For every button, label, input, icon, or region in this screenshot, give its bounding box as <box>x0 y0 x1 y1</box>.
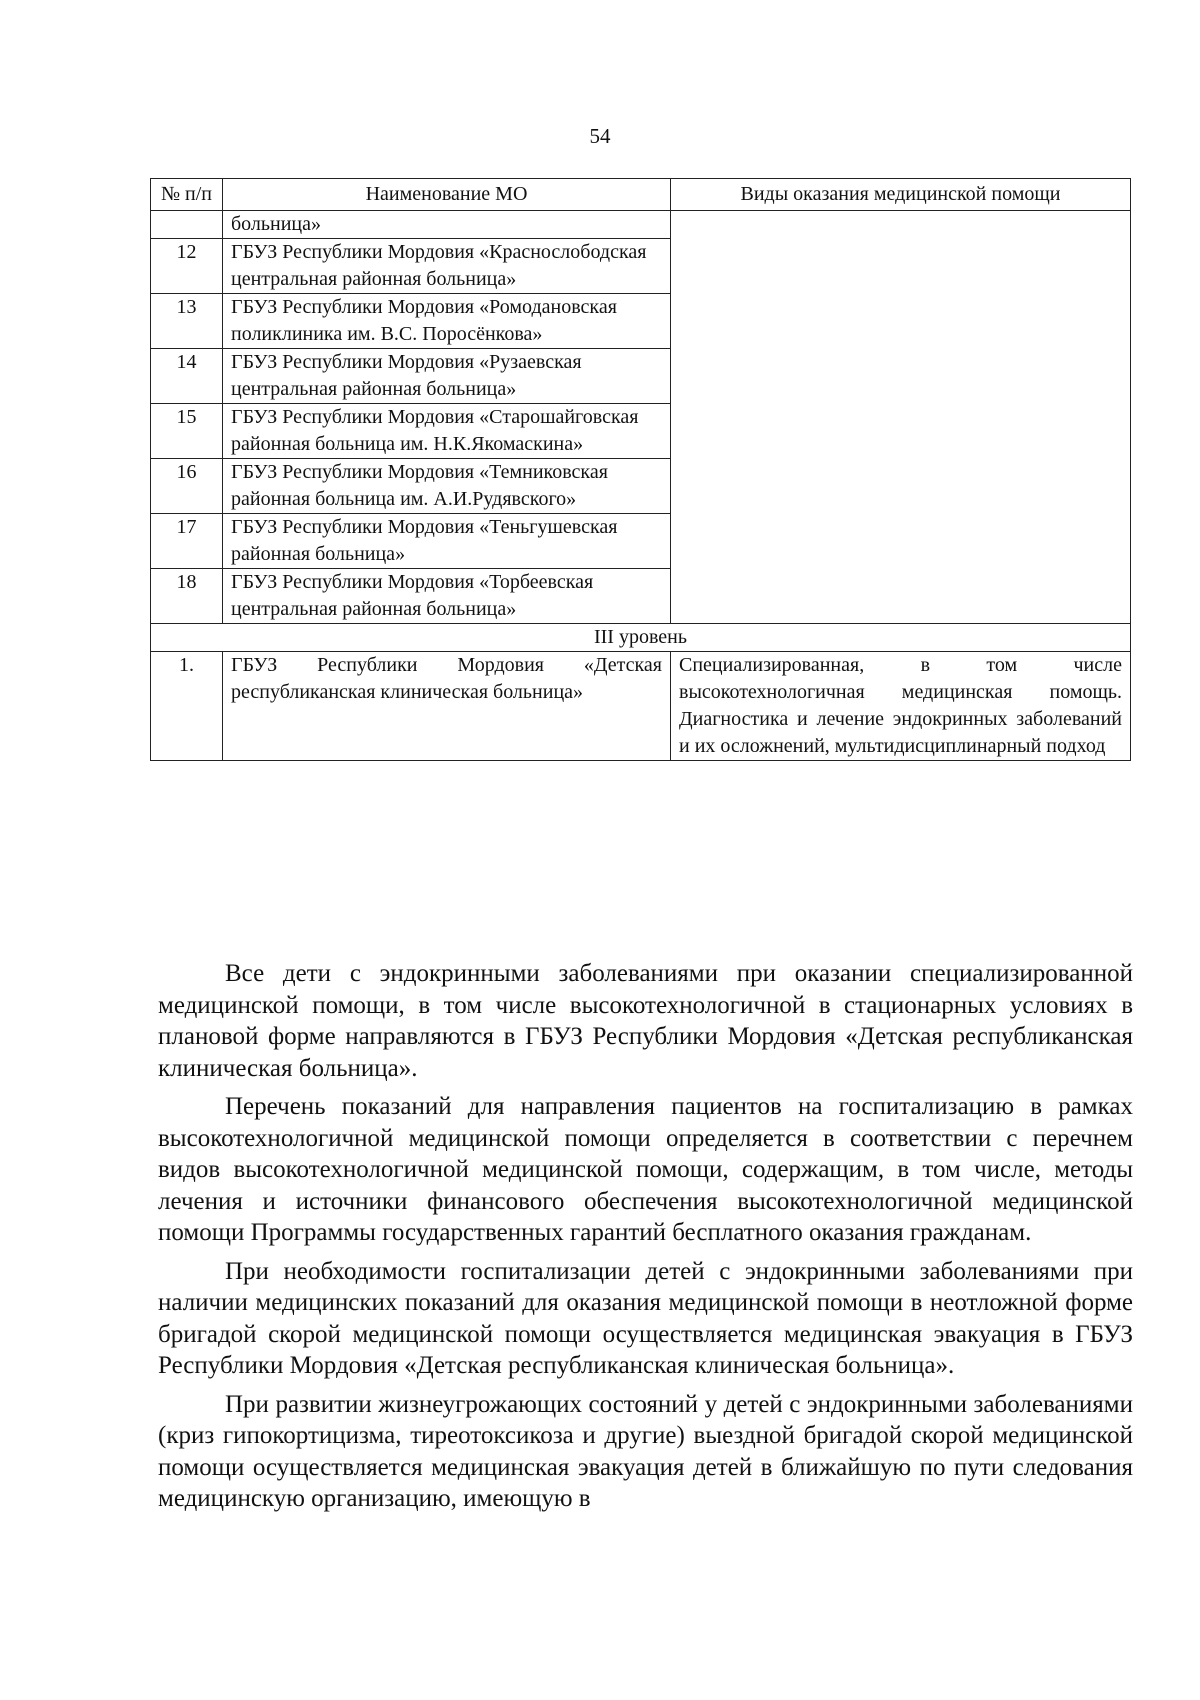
medical-organizations-table <box>150 178 1131 761</box>
row-name-cell: ГБУЗ Республики Мордовия «Теньгушевская районная больница» <box>223 514 671 569</box>
row-num-cell: 14 <box>151 349 223 404</box>
row-name-cell: ГБУЗ Республики Мордовия «Старошайговская районная больница им. Н.К.Якомаскина» <box>223 404 671 459</box>
row-num-cell: 17 <box>151 514 223 569</box>
level-row <box>151 624 1131 652</box>
types-cell: Специализированная, в том числе высокотехнологичная медицинская помощь. Диагностика и лечение эндокринных заболеваний и их осложнений, мультидисциплинарный подход <box>671 652 1131 761</box>
paragraph: При развитии жизнеугрожающих состояний у детей с эндокринными заболеваниями (криз гипокортицизма, тиреотоксикоза и другие) выездной бригадой скорой медицинской помощи осуществляется медицинская эвакуация детей в ближайшую по пути следования медицинскую организацию, имеющую в <box>158 1390 1133 1512</box>
table-row <box>151 211 1131 239</box>
level-label: III уровень <box>151 624 1131 652</box>
table-row <box>151 652 1131 761</box>
row-name-cell: ГБУЗ Республики Мордовия «Краснослободская центральная районная больница» <box>223 239 671 294</box>
row-name-cell: ГБУЗ Республики Мордовия «Торбеевская центральная районная больница» <box>223 569 671 624</box>
body-text <box>158 958 1133 1522</box>
row-num-cell: 15 <box>151 404 223 459</box>
paragraph: При необходимости госпитализации детей с эндокринными заболеваниями при наличии медицинских показаний для оказания медицинской помощи в неотложной форме бригадой скорой медицинской помощи осуществляется медицинская эвакуация в ГБУЗ Республики Мордовия «Детская республиканская клиническая больница». <box>158 1257 1133 1379</box>
row-num-cell <box>151 211 223 239</box>
row-name-cell: больница» <box>223 211 671 239</box>
header-types: Виды оказания медицинской помощи <box>671 179 1131 211</box>
row-num-cell: 12 <box>151 239 223 294</box>
row-num-cell: 18 <box>151 569 223 624</box>
header-num: № п/п <box>151 179 223 211</box>
row-name-cell: ГБУЗ Республики Мордовия «Ромодановская поликлиника им. В.С. Поросёнкова» <box>223 294 671 349</box>
row-name-cell: ГБУЗ Республики Мордовия «Темниковская районная больница им. А.И.Рудявского» <box>223 459 671 514</box>
page-number: 54 <box>589 124 611 148</box>
types-cell-empty <box>671 211 1131 624</box>
row-name-cell: ГБУЗ Республики Мордовия «Рузаевская центральная районная больница» <box>223 349 671 404</box>
paragraph: Перечень показаний для направления пациентов на госпитализацию в рамках высокотехнологичной медицинской помощи определяется в соответствии с перечнем видов высокотехнологичной медицинской помощи, содержащим, в том числе, методы лечения и источники финансового обеспечения высокотехнологичной медицинской помощи Программы государственных гарантий бесплатного оказания гражданам. <box>158 1093 1133 1246</box>
row-num-cell: 16 <box>151 459 223 514</box>
row-num-cell: 1. <box>151 652 223 761</box>
row-num-cell: 13 <box>151 294 223 349</box>
paragraph: Все дети с эндокринными заболеваниями при оказании специализированной медицинской помощи, в том числе высокотехнологичной в стационарных условиях в плановой форме направляются в ГБУЗ Республики Мордовия «Детская республиканская клиническая больница». <box>158 960 1133 1082</box>
header-name: Наименование МО <box>223 179 671 211</box>
table-header-row <box>151 179 1131 211</box>
row-name-cell: ГБУЗ Республики Мордовия «Детская республиканская клиническая больница» <box>223 652 671 761</box>
